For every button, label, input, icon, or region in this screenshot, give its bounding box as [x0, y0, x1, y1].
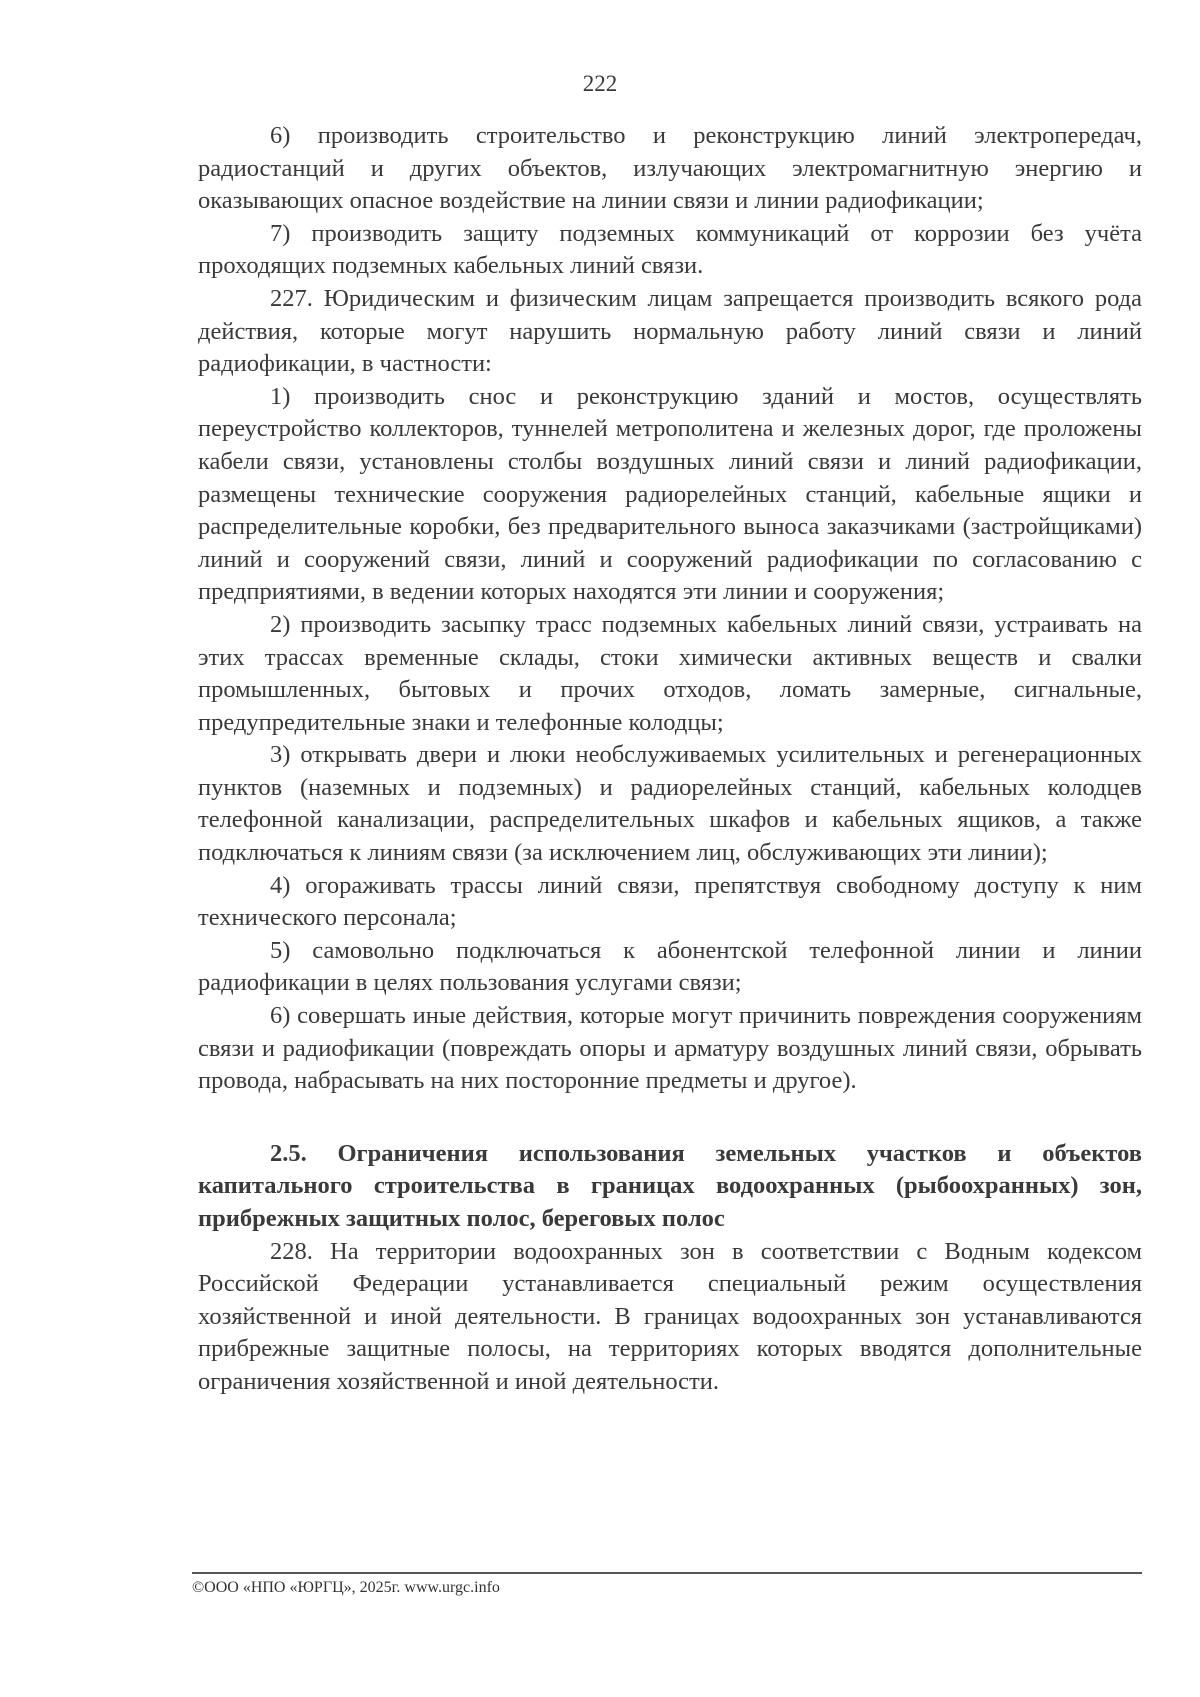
footer-divider [192, 1572, 1142, 1574]
list-item: 6) совершать иные действия, которые могут причинить повреждения сооружениям связи и радиофикации (повреждать опоры и арматуру воздушных линий связи, обрывать провода, набрасывать на них посторонние предметы и другое). [198, 1002, 1142, 1095]
list-item: 7) производить защиту подземных коммуникаций от коррозии без учёта проходящих подземных кабельных линий связи. [198, 219, 1142, 280]
list-item: 1) производить снос и реконструкцию зданий и мостов, осуществлять переустройство коллекторов, туннелей метрополитена и железных дорог, где проложены кабели связи, установлены столбы воздушных линий связи и линий радиофикации, размещены технические сооружения радиорелейных станций, кабельные ящики и распределительные коробки, без предварительного выноса заказчиками (застройщиками) линий и сооружений связи, линий и сооружений радиофикации по согласованию с предприятиями, в ведении которых находятся эти линии и сооружения; [198, 382, 1142, 606]
footer-copyright: ©ООО «НПО «ЮРГЦ», 2025г. www.urgc.info [192, 1579, 500, 1596]
list-item: 2) производить засыпку трасс подземных кабельных линий связи, устраивать на этих трассах временные склады, стоки химически активных веществ и свалки промышленных, бытовых и прочих отходов, ломать замерные, сигнальные, предупредительные знаки и телефонные колодцы; [198, 610, 1142, 736]
paragraph: 228. На территории водоохранных зон в соответствии с Водным кодексом Российской Федерации устанавливается специальный режим осуществления хозяйственной и иной деятельности. В границах водоохранных зон устанавливаются прибрежные защитные полосы, на территориях которых вводятся дополнительные ограничения хозяйственной и иной деятельности. [198, 1237, 1142, 1395]
list-item: 5) самовольно подключаться к абонентской телефонной линии и линии радиофикации в целях пользования услугами связи; [198, 936, 1142, 997]
list-item: 3) открывать двери и люки необслуживаемых усилительных и регенерационных пунктов (наземных и подземных) и радиорелейных станций, кабельных колодцев телефонной канализации, распределительных шкафов и кабельных ящиков, а также подключаться к линиям связи (за исключением лиц, обслуживающих эти линии); [198, 741, 1142, 867]
page-number: 222 [582, 71, 618, 96]
section-heading: 2.5. Ограничения использования земельных участков и объектов капитального строительства в границах водоохранных (рыбоохранных) зон, прибрежных защитных полос, береговых полос [198, 1139, 1142, 1232]
list-item: 4) огораживать трассы линий связи, препятствуя свободному доступу к ним технического персонала; [198, 871, 1142, 932]
list-item: 6) производить строительство и реконструкцию линий электропередач, радиостанций и других объектов, излучающих электромагнитную энергию и оказывающих опасное воздействие на линии связи и линии радиофикации; [198, 122, 1142, 215]
paragraph: 227. Юридическим и физическим лицам запрещается производить всякого рода действия, которые могут нарушить нормальную работу линий связи и линий радиофикации, в частности: [198, 284, 1142, 378]
document-body [198, 120, 1142, 1399]
